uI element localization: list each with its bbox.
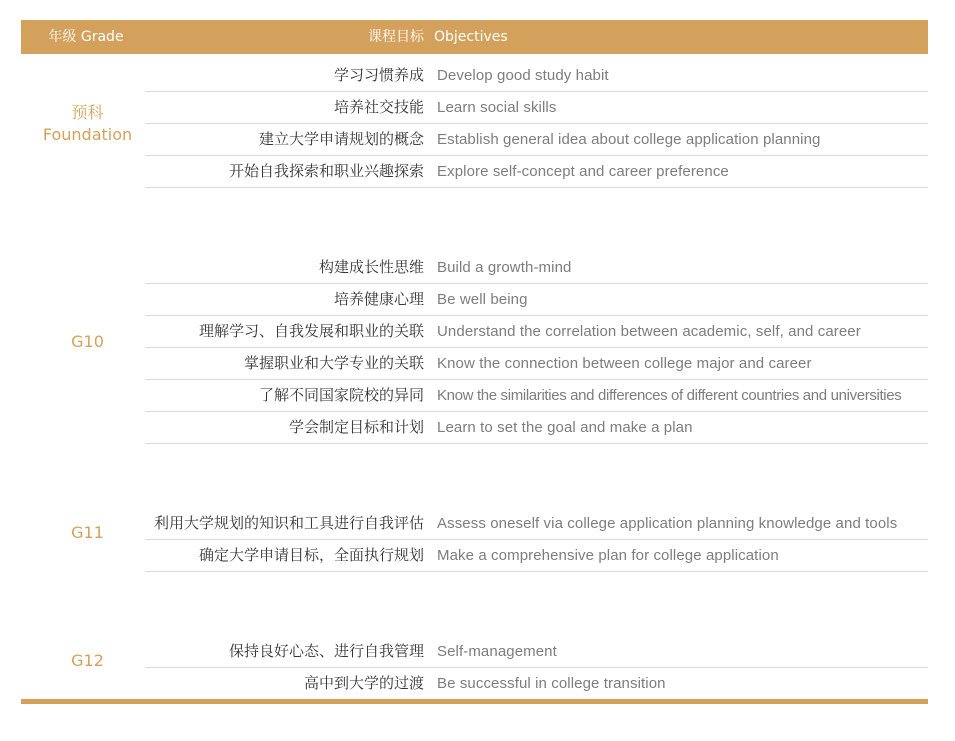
table-bottom-bar [21, 699, 928, 704]
objective-en: Be successful in college transition [437, 675, 666, 692]
objective-en: Be well being [437, 291, 528, 308]
grade-label-foundation [21, 102, 154, 146]
objective-en: Build a growth-mind [437, 259, 572, 276]
objective-zh: 理解学习、自我发展和职业的关联 [198, 322, 424, 340]
objective-zh: 高中到大学的过渡 [303, 674, 424, 692]
objective-zh: 利用大学规划的知识和工具进行自我评估 [153, 514, 424, 532]
objective-zh: 了解不同国家院校的异同 [258, 386, 424, 404]
objective-row [145, 124, 928, 156]
grade-label-en: G11 [71, 523, 104, 542]
header-grade: 年级 Grade [48, 29, 124, 45]
objective-zh: 学会制定目标和计划 [288, 418, 424, 436]
objective-en: Learn social skills [437, 99, 557, 116]
grade-label-g12 [21, 650, 154, 672]
grade-label-g10 [21, 331, 154, 353]
grade-label-g11 [21, 522, 154, 544]
grade-label-en: G12 [71, 651, 104, 670]
header-objectives-en: Objectives [434, 29, 508, 45]
objective-row [145, 412, 928, 444]
objective-zh: 构建成长性思维 [318, 258, 424, 276]
objective-row [145, 60, 928, 92]
objective-zh: 开始自我探索和职业兴趣探索 [228, 162, 424, 180]
objective-en: Make a comprehensive plan for college application [437, 547, 779, 564]
objective-zh: 保持良好心态、进行自我管理 [228, 642, 424, 660]
objective-en: Assess oneself via college application planning knowledge and tools [437, 515, 898, 532]
objective-row [145, 284, 928, 316]
objective-row [145, 380, 928, 412]
objective-row [145, 540, 928, 572]
objective-row [145, 316, 928, 348]
grade-label-en: G10 [71, 332, 104, 351]
objective-row [145, 92, 928, 124]
objective-zh: 确定大学申请目标，全面执行规划 [198, 546, 424, 564]
objective-row [145, 668, 928, 700]
objective-en: Self-management [437, 643, 557, 660]
objective-en: Understand the correlation between academic, self, and career [437, 323, 861, 340]
objective-en: Establish general idea about college application planning [437, 131, 821, 148]
objective-zh: 培养健康心理 [333, 290, 424, 308]
objective-row [145, 636, 928, 668]
objective-row [145, 348, 928, 380]
objective-zh: 掌握职业和大学专业的关联 [243, 354, 424, 372]
table-header [21, 20, 928, 54]
objective-row [145, 156, 928, 188]
grade-label-en: Foundation [42, 125, 133, 144]
objective-en: Develop good study habit [437, 67, 609, 84]
objective-row [145, 252, 928, 284]
objective-en: Know the similarities and differences of different countries and universities [437, 387, 902, 404]
objective-zh: 培养社交技能 [333, 98, 424, 116]
header-objectives-zh: 课程目标 [368, 29, 424, 45]
objective-en: Explore self-concept and career preference [437, 163, 729, 180]
objective-en: Learn to set the goal and make a plan [437, 419, 693, 436]
objective-row [145, 508, 928, 540]
grade-label-zh: 预科 [71, 103, 104, 122]
objective-zh: 建立大学申请规划的概念 [258, 130, 424, 148]
objective-en: Know the connection between college major and career [437, 355, 812, 372]
objective-zh: 学习习惯养成 [333, 66, 424, 84]
